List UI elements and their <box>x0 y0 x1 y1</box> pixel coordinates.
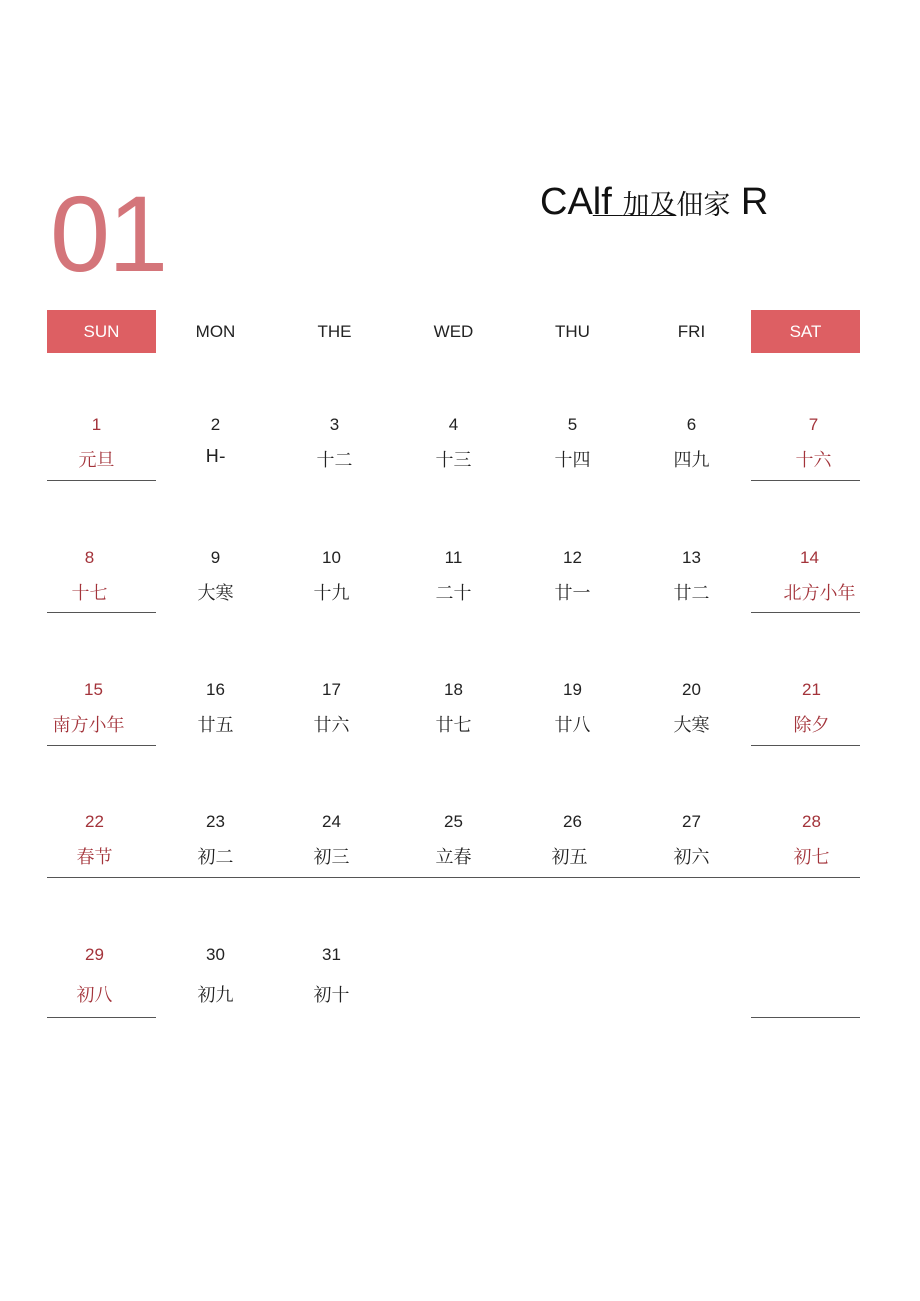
lunar-date: 初十 <box>313 985 350 1006</box>
lunar-date: 廿八 <box>554 715 591 736</box>
lunar-date: 春节 <box>76 847 113 868</box>
lunar-date: 十二 <box>316 450 353 471</box>
divider-line <box>751 1017 860 1018</box>
divider-line <box>47 877 860 878</box>
day-number: 13 <box>682 548 701 567</box>
day-number: 8 <box>84 548 95 567</box>
title-part-1: CA <box>540 181 593 223</box>
day-number: 1 <box>91 415 102 434</box>
lunar-date: 初八 <box>76 985 113 1006</box>
lunar-date: 立春 <box>435 847 472 868</box>
day-cell <box>518 680 627 760</box>
lunar-date: 初五 <box>551 847 588 868</box>
day-cell <box>515 812 624 892</box>
day-cell <box>161 548 270 628</box>
day-cell <box>637 415 746 495</box>
day-cell <box>765 548 874 628</box>
lunar-date: 廿六 <box>313 715 350 736</box>
divider-line <box>47 1017 156 1018</box>
day-number: 3 <box>329 415 340 434</box>
day-number: 31 <box>322 945 341 964</box>
day-cell <box>399 415 508 495</box>
lunar-date: 大寒 <box>673 715 710 736</box>
lunar-date: 初二 <box>197 847 234 868</box>
day-number: 10 <box>322 548 341 567</box>
divider-line <box>751 612 860 613</box>
day-cell <box>637 548 746 628</box>
lunar-date: 四九 <box>673 450 710 471</box>
weekday-header-tue: THE <box>317 321 352 341</box>
lunar-date: H- <box>205 446 226 467</box>
title-part-4: 佃家 <box>676 190 731 221</box>
day-number: 12 <box>563 548 582 567</box>
lunar-date: 廿二 <box>673 583 710 604</box>
lunar-date: 十七 <box>71 583 108 604</box>
divider-line <box>751 745 860 746</box>
lunar-date: 初七 <box>793 847 830 868</box>
lunar-date: 初三 <box>313 847 350 868</box>
day-number: 9 <box>210 548 221 567</box>
day-number: 27 <box>682 812 701 831</box>
lunar-date: 廿七 <box>435 715 472 736</box>
day-number: 25 <box>444 812 463 831</box>
day-cell <box>518 548 627 628</box>
day-number: 30 <box>206 945 225 964</box>
day-number: 28 <box>802 812 821 831</box>
day-number: 20 <box>682 680 701 699</box>
day-number: 21 <box>802 680 821 699</box>
day-number: 6 <box>686 415 697 434</box>
day-cell <box>277 945 386 1025</box>
day-cell <box>161 680 270 760</box>
day-cell <box>399 680 508 760</box>
divider-line <box>47 745 156 746</box>
weekday-header-wed: WED <box>433 321 474 341</box>
day-number: 5 <box>567 415 578 434</box>
day-cell <box>277 680 386 760</box>
lunar-date: 二十 <box>435 583 472 604</box>
day-cell <box>759 415 868 495</box>
day-number: 7 <box>808 415 819 434</box>
lunar-date: 初六 <box>673 847 710 868</box>
lunar-date: 廿五 <box>197 715 234 736</box>
day-number: 16 <box>206 680 225 699</box>
lunar-date: 大寒 <box>197 583 234 604</box>
day-cell <box>277 812 386 892</box>
day-number: 14 <box>800 548 819 567</box>
day-cell <box>280 415 389 495</box>
day-cell <box>757 680 866 760</box>
day-number: 29 <box>85 945 104 964</box>
lunar-date: 十九 <box>313 583 350 604</box>
day-number: 4 <box>448 415 459 434</box>
day-number: 18 <box>444 680 463 699</box>
day-cell <box>161 415 270 495</box>
day-number: 26 <box>563 812 582 831</box>
day-cell <box>399 812 508 892</box>
weekday-header-sat: SAT <box>751 310 860 353</box>
divider-line <box>47 612 156 613</box>
lunar-date: 十四 <box>554 450 591 471</box>
day-number: 15 <box>84 680 103 699</box>
day-cell <box>161 945 270 1025</box>
lunar-date: 除夕 <box>793 715 830 736</box>
weekday-header-thu: THU <box>555 321 590 341</box>
day-cell <box>40 812 149 892</box>
day-cell <box>40 945 149 1025</box>
day-cell <box>34 680 143 760</box>
lunar-date: 北方小年 <box>783 583 856 604</box>
title-part-2: lf <box>592 181 623 223</box>
day-cell <box>637 812 746 892</box>
lunar-date: 初九 <box>197 985 234 1006</box>
lunar-date: 南方小年 <box>52 715 125 736</box>
weekday-header-fri: FRI <box>677 321 706 341</box>
day-cell <box>161 812 270 892</box>
day-cell <box>42 415 151 495</box>
day-cell <box>399 548 508 628</box>
lunar-date: 十三 <box>435 450 472 471</box>
day-number: 23 <box>206 812 225 831</box>
day-number: 17 <box>322 680 341 699</box>
day-number: 19 <box>563 680 582 699</box>
day-cell <box>637 680 746 760</box>
day-number: 24 <box>322 812 341 831</box>
lunar-date: 元旦 <box>78 450 115 471</box>
divider-line <box>47 480 156 481</box>
weekday-header-mon: MON <box>195 321 236 341</box>
title-part-3: 加及 <box>622 190 677 221</box>
day-cell <box>757 812 866 892</box>
lunar-date: 廿一 <box>554 583 591 604</box>
day-cell <box>277 548 386 628</box>
month-number: 01 <box>50 173 167 294</box>
title-part-5: R <box>730 181 769 223</box>
day-number: 2 <box>210 415 221 434</box>
divider-line <box>751 480 860 481</box>
lunar-date: 十六 <box>795 450 832 471</box>
day-number: 22 <box>85 812 104 831</box>
day-cell <box>518 415 627 495</box>
day-cell <box>35 548 144 628</box>
day-number: 11 <box>444 548 463 567</box>
weekday-header-sun: SUN <box>47 310 156 353</box>
